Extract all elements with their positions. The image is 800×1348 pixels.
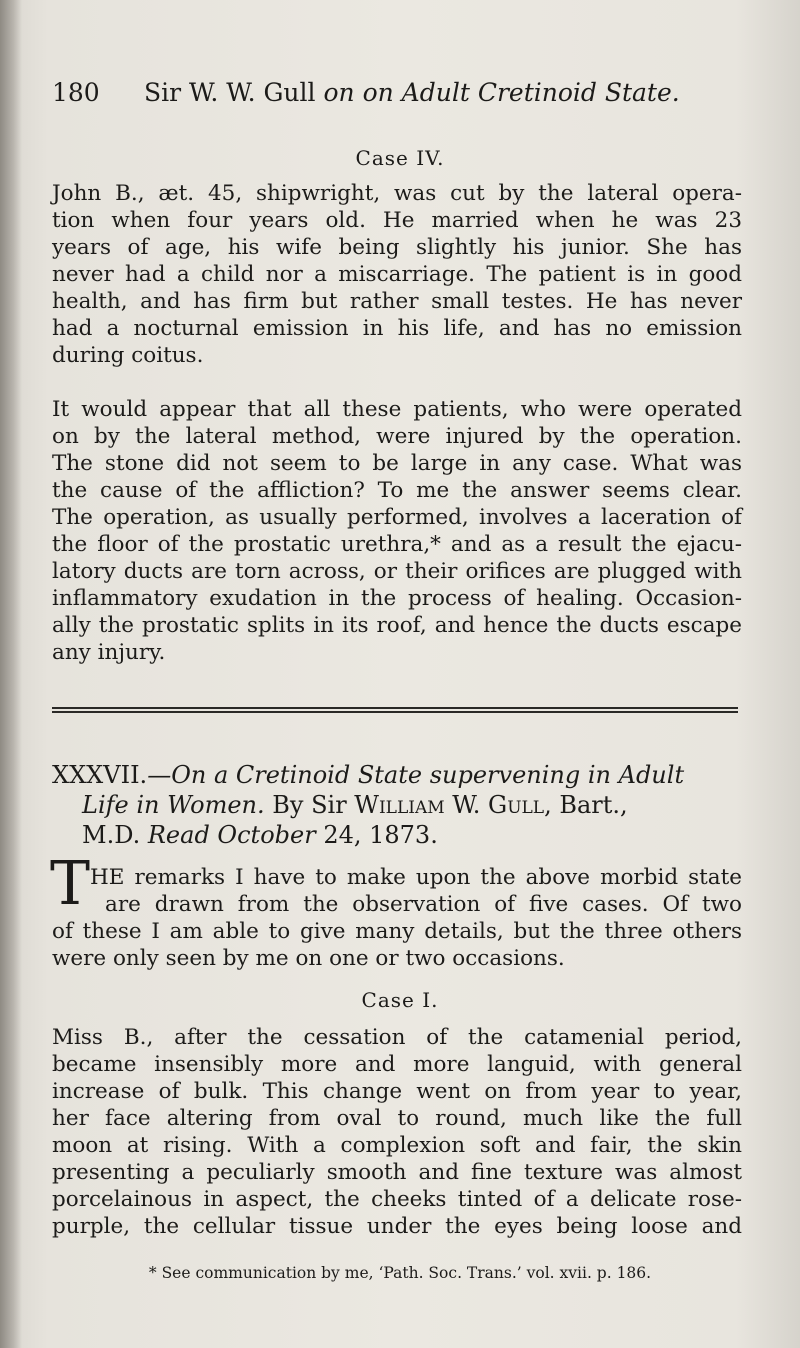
running-title-italic: on on Adult Cretinoid State.	[323, 78, 680, 107]
text-line: presenting a peculiarly smooth and fine texture was almost	[52, 1160, 742, 1185]
text-line: years of age, his wife being slightly his junior. She has	[52, 235, 742, 260]
text-line: inflammatory exudation in the process of healing. Occasion-	[52, 586, 742, 611]
title-line-2	[52, 790, 742, 820]
running-title-author: Sir W. W. Gull	[144, 78, 316, 107]
text-line: purple, the cellular tissue under the eyes being loose and	[52, 1214, 742, 1239]
text-line: on by the lateral method, were injured by the operation.	[52, 424, 742, 449]
title-by: By Sir	[264, 791, 355, 819]
text-line: were only seen by me on one or two occasions.	[52, 946, 565, 971]
conclusion-paragraph	[52, 396, 742, 666]
text-line: HE remarks I have to make upon the above morbid state	[90, 865, 742, 890]
case-iv-paragraph	[52, 180, 742, 369]
text-line: latory ducts are torn across, or their orifices are plugged with	[52, 559, 742, 584]
running-title	[144, 78, 680, 107]
text-line: increase of bulk. This change went on from year to year,	[52, 1079, 742, 1104]
title-text-italic: Life in Women.	[82, 791, 265, 819]
drop-cap: T	[50, 849, 91, 919]
page-spine-shadow	[0, 0, 22, 1348]
article-title	[52, 760, 742, 850]
text-line: The operation, as usually performed, involves a laceration of	[52, 505, 742, 530]
case-iv-heading: Case IV.	[355, 146, 445, 170]
text-line: Miss B., after the cessation of the catamenial period,	[52, 1025, 742, 1050]
title-line-1	[52, 760, 742, 790]
read-date: 24, 1873.	[315, 821, 438, 849]
title-line-3	[52, 820, 742, 850]
intro-paragraph	[52, 918, 742, 972]
text-line: the floor of the prostatic urethra,* and as a result the ejacu-	[52, 532, 742, 557]
text-line: The stone did not seem to be large in any case. What was	[52, 451, 742, 476]
page-number: 180	[52, 78, 100, 107]
text-line: became insensibly more and more languid, with general	[52, 1052, 742, 1077]
intro-paragraph-second-line	[105, 891, 742, 918]
read-date-label: Read October	[147, 821, 316, 849]
footnote: * See communication by me, ‘Path. Soc. Trans.’ vol. xvii. p. 186.	[148, 1264, 652, 1282]
text-line: moon at rising. With a complexion soft and fair, the skin	[52, 1133, 742, 1158]
text-line: health, and has firm but rather small testes. He has never	[52, 289, 742, 314]
text-line: It would appear that all these patients, who were operated	[52, 397, 742, 422]
text-line: are drawn from the observation of five cases. Of two	[105, 892, 742, 917]
text-line: her face altering from oval to round, much like the full	[52, 1106, 742, 1131]
text-line: any injury.	[52, 640, 166, 665]
case-i-paragraph	[52, 1024, 742, 1240]
text-line: tion when four years old. He married when he was 23	[52, 208, 742, 233]
text-line: of these I am able to give many details, but the three others	[52, 919, 742, 944]
text-line: porcelainous in aspect, the cheeks tinted of a delicate rose-	[52, 1187, 742, 1212]
text-line: had a nocturnal emission in his life, and has no emission	[52, 316, 742, 341]
case-i-heading: Case I.	[361, 988, 439, 1012]
text-line: during coitus.	[52, 343, 204, 368]
section-divider	[52, 707, 738, 713]
author-degree: M.D.	[82, 821, 141, 849]
text-line: ally the prostatic splits in its roof, and hence the ducts escape	[52, 613, 742, 638]
article-number: XXXVII.	[52, 761, 148, 789]
text-line: never had a child nor a miscarriage. The patient is in good	[52, 262, 742, 287]
title-text: —On a Cretinoid State supervening in Adult	[147, 761, 685, 789]
intro-paragraph-first-line	[90, 864, 742, 891]
author-name: William W. Gull	[354, 791, 545, 819]
text-line: the cause of the affliction? To me the answer seems clear.	[52, 478, 742, 503]
running-header	[52, 78, 752, 112]
text-line: John B., æt. 45, shipwright, was cut by the lateral opera-	[52, 181, 742, 206]
author-title: , Bart.,	[544, 791, 628, 819]
